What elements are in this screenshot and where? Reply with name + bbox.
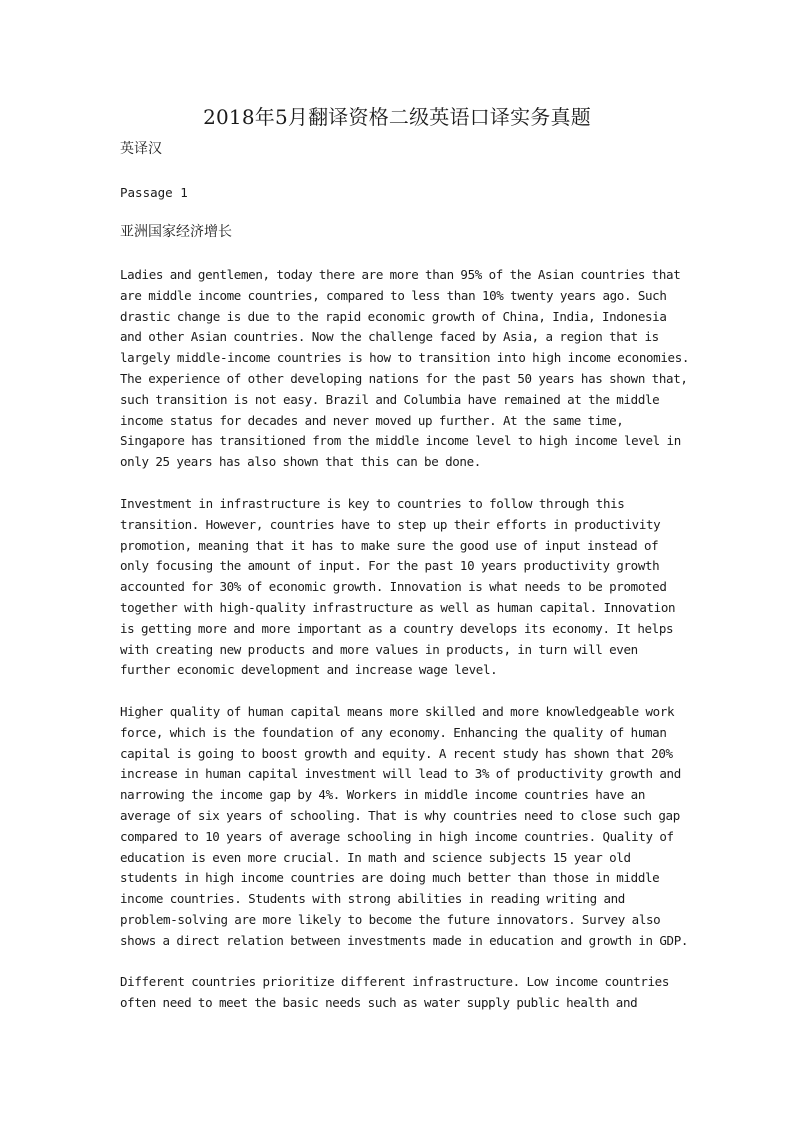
paragraph-line: transition. However, countries have to step up their efforts in productivity [120, 516, 661, 532]
paragraph-line: income countries. Students with strong abilities in reading writing and [120, 891, 625, 907]
paragraph-line: further economic development and increase wage level. [120, 662, 498, 678]
paragraph-line: such transition is not easy. Brazil and Columbia have remained at the middle [120, 391, 660, 407]
paragraph-2 [120, 494, 685, 681]
paragraph-line: income status for decades and never moved up further. At the same time, [120, 412, 624, 428]
paragraph-line: and other Asian countries. Now the challenge faced by Asia, a region that is [120, 329, 659, 345]
paragraph-line: narrowing the income gap by 4%. Workers in middle income countries have an [120, 787, 645, 803]
paragraph-line: often need to meet the basic needs such as water supply public health and [120, 994, 638, 1010]
paragraph-line: The experience of other developing nations for the past 50 years has shown that, [120, 370, 688, 386]
section-label: 英译汉 [120, 141, 162, 157]
paragraph-line: promotion, meaning that it has to make sure the good use of input instead of [120, 537, 659, 553]
paragraph-line: Ladies and gentlemen, today there are more than 95% of the Asian countries that [120, 267, 681, 282]
paragraph-line: Singapore has transitioned from the middle income level to high income level in [120, 433, 681, 449]
paragraph-1 [120, 265, 690, 473]
paragraph-line: compared to 10 years of average schooling in high income countries. Quality of [120, 828, 674, 844]
paragraph-line: largely middle-income countries is how to transition into high income economies. [120, 350, 690, 366]
paragraph-line: force, which is the foundation of any economy. Enhancing the quality of human [120, 724, 667, 740]
paragraph-line: Different countries prioritize different infrastructure. Low income countries [120, 974, 670, 989]
paragraph-line: average of six years of schooling. That is why countries need to close such gap [120, 807, 680, 823]
paragraph-line: increase in human capital investment will lead to 3% of productivity growth and [120, 766, 681, 782]
paragraph-3 [120, 702, 689, 952]
paragraph-line: accounted for 30% of economic growth. Innovation is what needs to be promoted [120, 579, 667, 595]
paragraph-line: capital is going to boost growth and equity. A recent study has shown that 20% [120, 745, 673, 761]
paragraph-line: Higher quality of human capital means more skilled and more knowledgeable work [120, 704, 675, 719]
paragraph-line: shows a direct relation between investments made in education and growth in GDP. [120, 932, 689, 948]
paragraph-line: education is even more crucial. In math and science subjects 15 year old [120, 849, 631, 865]
document-title: 2018年5月翻译资格二级英语口译实务真题 [203, 105, 591, 129]
paragraph-line: Investment in infrastructure is key to countries to follow through this [120, 496, 625, 511]
paragraph-line: students in high income countries are doing much better than those in middle [120, 870, 660, 886]
paragraph-line: are middle income countries, compared to less than 10% twenty years ago. Such [120, 287, 667, 303]
passage-subtitle: 亚洲国家经济增长 [120, 224, 232, 240]
paragraph-line: with creating new products and more values in products, in turn will even [120, 641, 638, 657]
paragraph-line: together with high-quality infrastructure as well as human capital. Innovation [120, 599, 676, 615]
paragraph-line: only 25 years has also shown that this can be done. [120, 454, 481, 470]
paragraph-line: drastic change is due to the rapid economic growth of China, India, Indonesia [120, 308, 667, 324]
paragraph-line: is getting more and more important as a country develops its economy. It helps [120, 620, 674, 636]
paragraph-4 [120, 972, 685, 1014]
passage-label: Passage 1 [120, 185, 188, 200]
paragraph-line: only focusing the amount of input. For the past 10 years productivity growth [120, 558, 660, 574]
paragraph-line: problem-solving are more likely to become the future innovators. Survey also [120, 911, 661, 927]
